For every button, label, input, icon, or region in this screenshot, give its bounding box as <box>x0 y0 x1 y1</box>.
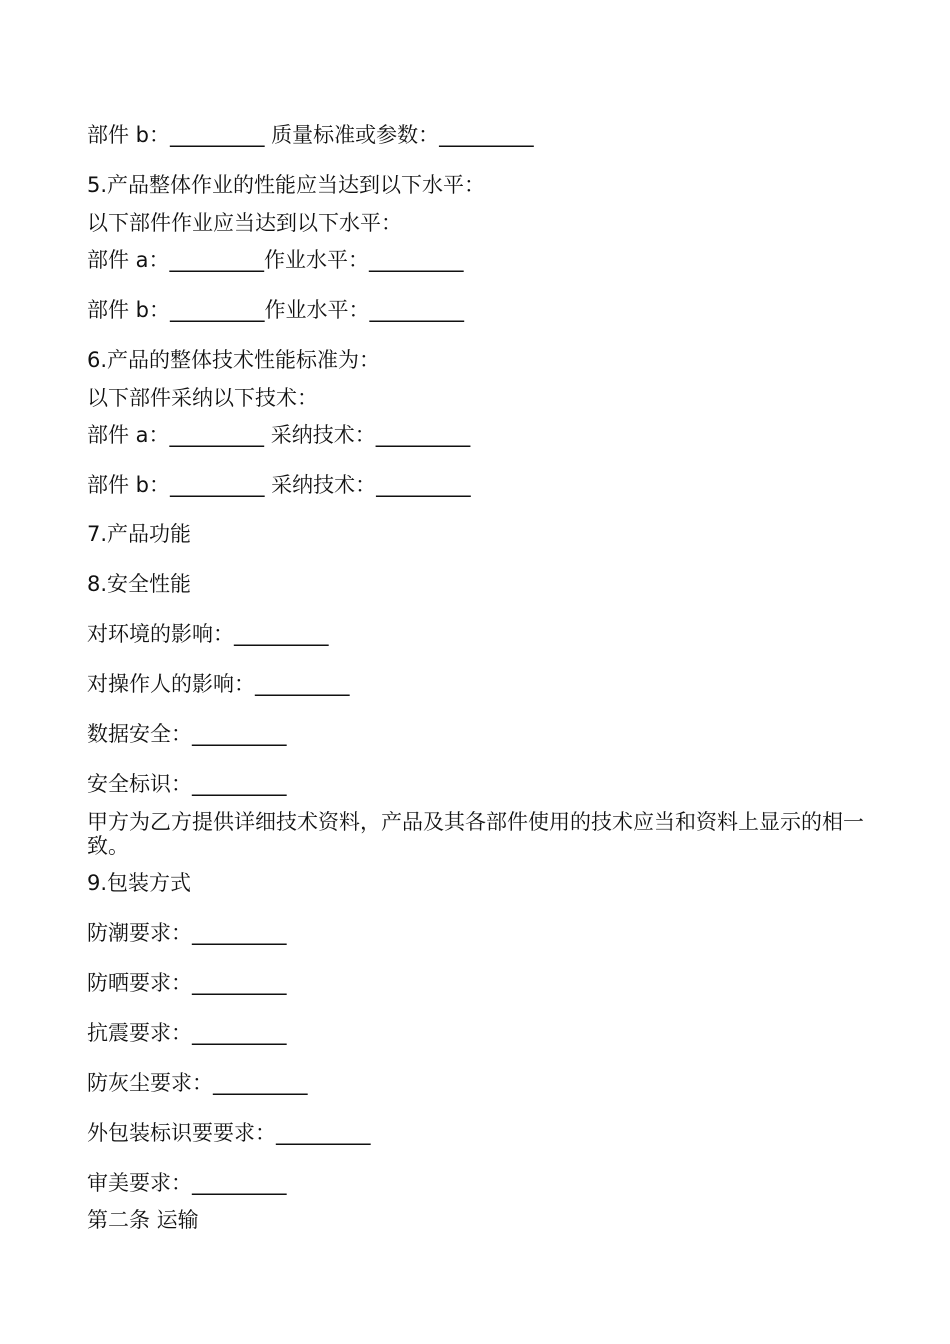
part-b-quality-line: 部件 b：_________ 质量标准或参数：_________ <box>87 123 534 147</box>
section-6-heading: 6.产品的整体技术性能标准为： <box>87 348 381 372</box>
data-security-line: 数据安全：_________ <box>87 722 287 746</box>
section-5-heading: 5.产品整体作业的性能应当达到以下水平： <box>87 173 486 197</box>
part-a-performance-line: 部件 a：_________作业水平：_________ <box>87 248 464 272</box>
shockproof-line: 抗震要求：_________ <box>87 1021 287 1045</box>
article-2-transport-heading: 第二条 运输 <box>87 1208 199 1232</box>
aesthetic-requirement-line: 审美要求：_________ <box>87 1171 287 1195</box>
part-b-technology-line: 部件 b：_________ 采纳技术：_________ <box>87 473 471 497</box>
part-b-performance-line: 部件 b：_________作业水平：_________ <box>87 298 465 322</box>
technical-documents-paragraph: 甲方为乙方提供详细技术资料，产品及其各部件使用的技术应当和资料上显示的相一致。 <box>87 810 864 858</box>
section-8-heading: 8.安全性能 <box>87 572 192 596</box>
part-a-technology-line: 部件 a：_________ 采纳技术：_________ <box>87 423 471 447</box>
dustproof-line: 防灰尘要求：_________ <box>87 1071 308 1095</box>
section-6-parts-intro: 以下部件采纳以下技术： <box>87 386 318 410</box>
environment-impact-line: 对环境的影响：_________ <box>87 622 329 646</box>
section-5-parts-intro: 以下部件作业应当达到以下水平： <box>87 211 402 235</box>
outer-packaging-marking-line: 外包装标识要要求：_________ <box>87 1121 371 1145</box>
section-9-heading: 9.包装方式 <box>87 871 192 895</box>
section-7-heading: 7.产品功能 <box>87 522 192 546</box>
sun-proof-line: 防晒要求：_________ <box>87 971 287 995</box>
safety-marking-line: 安全标识：_________ <box>87 772 287 796</box>
operator-impact-line: 对操作人的影响：_________ <box>87 672 350 696</box>
moisture-proof-line: 防潮要求：_________ <box>87 921 287 945</box>
